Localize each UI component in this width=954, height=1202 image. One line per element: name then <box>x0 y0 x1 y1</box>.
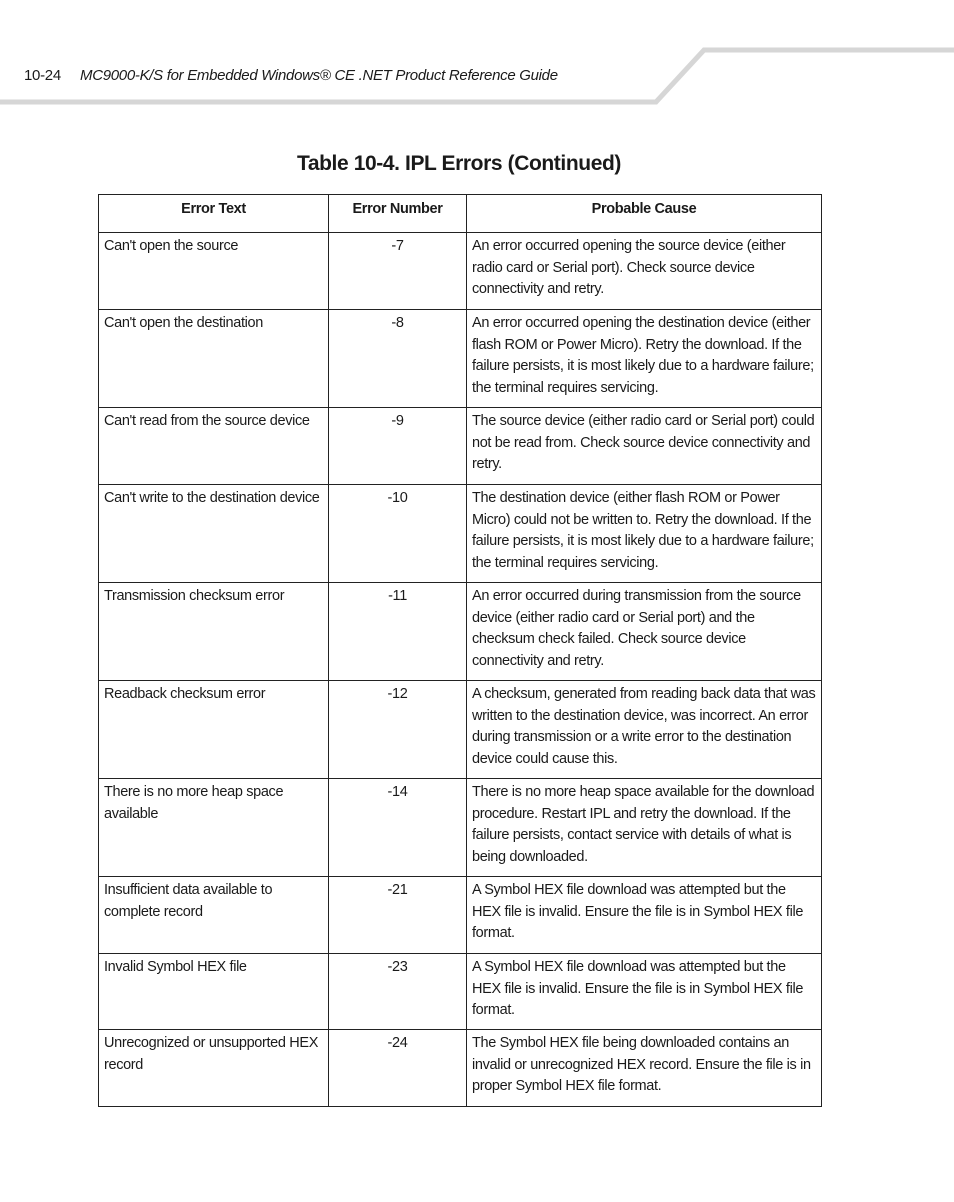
error-text-cell: Readback checksum error <box>99 681 329 779</box>
error-text-cell: Unrecognized or unsupported HEX record <box>99 1030 329 1107</box>
probable-cause-cell: The source device (either radio card or Serial port) could not be read from. Check source device connectivity and retry. <box>467 408 822 485</box>
probable-cause-cell: A checksum, generated from reading back data that was written to the destination device, was incorrect. An error during transmission or a write error to the destination device could cause this. <box>467 681 822 779</box>
error-text-cell: Insufficient data available to complete record <box>99 877 329 954</box>
probable-cause-cell: The Symbol HEX file being downloaded contains an invalid or unrecognized HEX record. Ensure the file is in proper Symbol HEX file format. <box>467 1030 822 1107</box>
error-number-cell: -24 <box>329 1030 467 1107</box>
table-row <box>99 877 822 954</box>
error-number-cell: -21 <box>329 877 467 954</box>
probable-cause-cell: A Symbol HEX file download was attempted but the HEX file is invalid. Ensure the file is in Symbol HEX file format. <box>467 877 822 954</box>
probable-cause-cell: A Symbol HEX file download was attempted but the HEX file is invalid. Ensure the file is in Symbol HEX file format. <box>467 954 822 1030</box>
page-header <box>0 0 954 110</box>
error-text-cell: Transmission checksum error <box>99 583 329 681</box>
probable-cause-cell: There is no more heap space available for the download procedure. Restart IPL and retry the download. If the failure persists, contact service with details of what is being downloaded. <box>467 779 822 877</box>
column-header-probable-cause: Probable Cause <box>467 195 822 233</box>
error-text-cell: Can't write to the destination device <box>99 485 329 583</box>
error-number-cell: -14 <box>329 779 467 877</box>
error-text-cell: Can't open the destination <box>99 310 329 408</box>
error-number-cell: -9 <box>329 408 467 485</box>
page-number: 10-24 <box>24 67 61 84</box>
column-header-error-text: Error Text <box>99 195 329 233</box>
table-row <box>99 779 822 877</box>
error-number-cell: -10 <box>329 485 467 583</box>
table-caption: Table 10-4. IPL Errors (Continued) <box>296 152 621 175</box>
error-number-cell: -12 <box>329 681 467 779</box>
table-row <box>99 954 822 1030</box>
table-row <box>99 408 822 485</box>
error-text-cell: Can't open the source <box>99 233 329 310</box>
header-rule-graphic <box>0 0 954 110</box>
ipl-errors-table <box>98 194 822 1107</box>
error-text-cell: There is no more heap space available <box>99 779 329 877</box>
table-row <box>99 233 822 310</box>
running-title: MC9000-K/S for Embedded Windows® CE .NET Product Reference Guide <box>80 67 558 84</box>
error-number-cell: -23 <box>329 954 467 1030</box>
table-row <box>99 310 822 408</box>
table-row <box>99 681 822 779</box>
probable-cause-cell: An error occurred opening the source device (either radio card or Serial port). Check source device connectivity and retry. <box>467 233 822 310</box>
probable-cause-cell: An error occurred opening the destination device (either flash ROM or Power Micro). Retry the download. If the failure persists, it is most likely due to a hardware failure; the terminal requires servicing. <box>467 310 822 408</box>
table-header-row <box>99 195 822 233</box>
probable-cause-cell: The destination device (either flash ROM or Power Micro) could not be written to. Retry the download. If the failure persists, it is most likely due to a hardware failure; the terminal requires servicing. <box>467 485 822 583</box>
column-header-error-number: Error Number <box>329 195 467 233</box>
table-row <box>99 485 822 583</box>
error-number-cell: -11 <box>329 583 467 681</box>
error-text-cell: Invalid Symbol HEX file <box>99 954 329 1030</box>
error-text-cell: Can't read from the source device <box>99 408 329 485</box>
error-number-cell: -8 <box>329 310 467 408</box>
table-row <box>99 1030 822 1107</box>
probable-cause-cell: An error occurred during transmission from the source device (either radio card or Serial port) and the checksum check failed. Check source device connectivity and retry. <box>467 583 822 681</box>
table-row <box>99 583 822 681</box>
error-number-cell: -7 <box>329 233 467 310</box>
